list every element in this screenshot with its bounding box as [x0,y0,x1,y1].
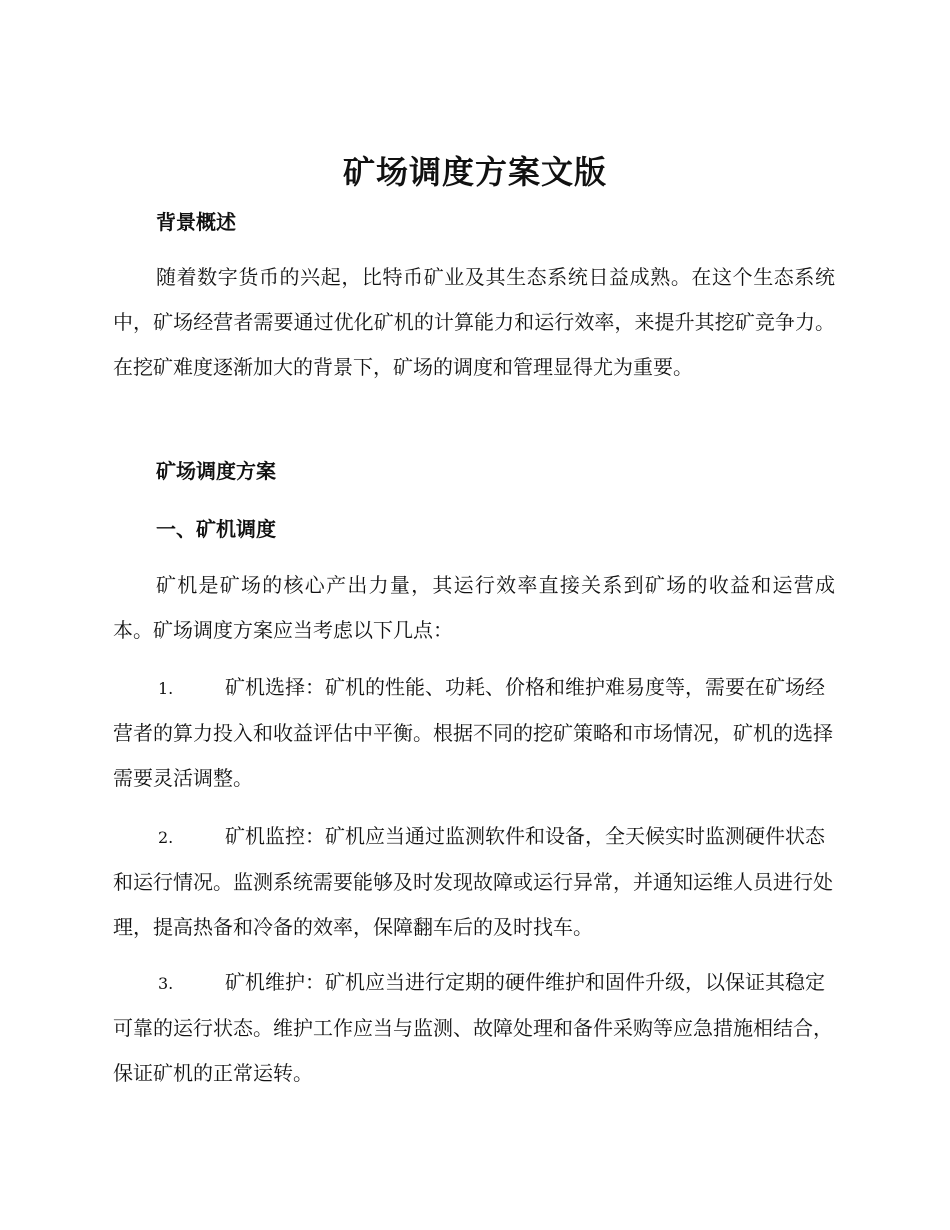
list-item-number: 3. [158,974,174,993]
list-item-2 [113,814,835,950]
paragraph-background: 随着数字货币的兴起，比特币矿业及其生态系统日益成熟。在这个生态系统中，矿场经营者需要通过优化矿机的计算能力和运行效率，来提升其挖矿竞争力。在挖矿难度逐渐加大的背景下，矿场的调度和管理显得尤为重要。 [113,265,835,379]
section-heading-plan: 矿场调度方案 [156,459,276,483]
list-item-3 [113,960,835,1096]
subheading-miner-dispatch: 一、矿机调度 [156,517,276,541]
list-item-number: 1. [158,679,174,698]
list-item-text: 矿机维护：矿机应当进行定期的硬件维护和固件升级，以保证其稳定可靠的运行状态。维护工作应当与监测、故障处理和备件采购等应急措施相结合，保证矿机的正常运转。 [113,970,833,1085]
paragraph-intro: 矿机是矿场的核心产出力量，其运行效率直接关系到矿场的收益和运营成本。矿场调度方案应当考虑以下几点： [113,573,835,642]
list-item-text: 矿机监控：矿机应当通过监测软件和设备，全天候实时监测硬件状态和运行情况。监测系统需要能够及时发现故障或运行异常，并通知运维人员进行处理，提高热备和冷备的效率，保障翻车后的及时找车。 [113,824,833,939]
list-item-1 [113,665,835,801]
list-item-number: 2. [158,828,174,847]
section-heading-background: 背景概述 [156,210,236,234]
list-item-text: 矿机选择：矿机的性能、功耗、价格和维护难易度等，需要在矿场经营者的算力投入和收益评估中平衡。根据不同的挖矿策略和市场情况，矿机的选择需要灵活调整。 [113,675,833,790]
document-title: 矿场调度方案文版 [342,153,607,191]
